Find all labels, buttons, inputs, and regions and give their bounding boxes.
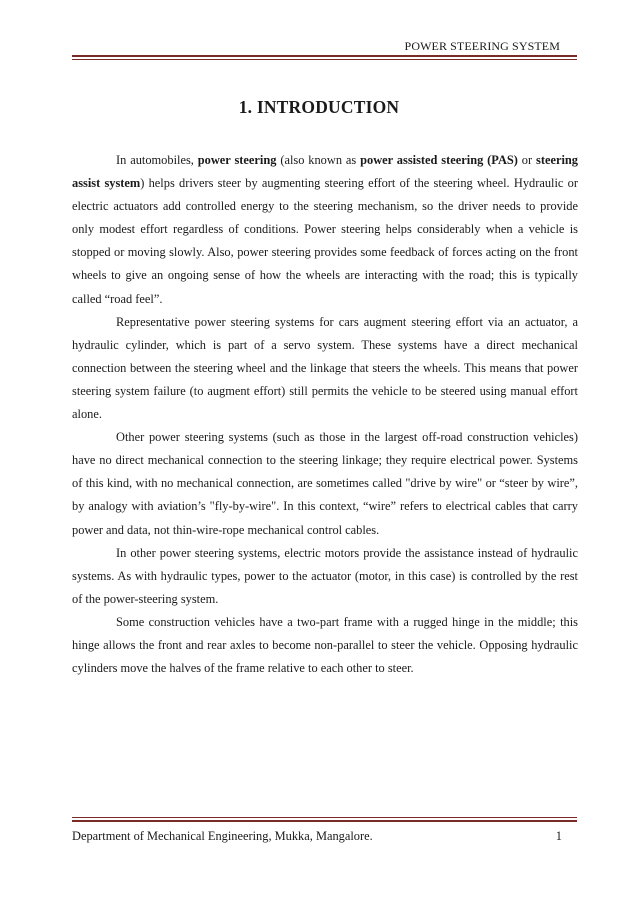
text-run: Some construction vehicles have a two-part frame with a rugged hinge in the middle; this hinge allows the front and rear axles to become non-parallel to steer the vehicle. Opposing hydraulic cylinders move the halves of the frame relative to each other to steer.	[72, 614, 578, 676]
footer-rule-thick	[72, 820, 577, 822]
text-run: Other power steering systems (such as those in the largest off-road construction vehicles) have no direct mechanical connection to the steering linkage; they require electrical power. Systems of this kind, with no mechanical connection, are sometimes called "drive by wire" or “steer by wire”, by analogy with aviation’s "fly-by-wire". In this context, “wire” refers to electrical cables that carry power and data, not thin-wire-rope mechanical control cables.	[72, 430, 578, 537]
paragraph	[72, 611, 578, 680]
paragraph	[72, 542, 578, 611]
chapter-title: 1. INTRODUCTION	[238, 97, 400, 117]
bold-term: power steering	[197, 153, 277, 167]
header-rule-thin	[72, 59, 577, 60]
header-rule-thick	[72, 55, 577, 57]
page-number: 1	[555, 829, 562, 843]
text-run: (also known as	[276, 153, 361, 167]
running-header: POWER STEERING SYSTEM	[404, 39, 560, 53]
text-run: or	[517, 153, 536, 167]
paragraph	[72, 149, 578, 311]
text-run: Representative power steering systems for cars augment steering effort via an actuator, a hydraulic cylinder, which is part of a servo system. These systems have a direct mechanical connection between the steering wheel and the linkage that steers the wheels. This means that power steering system failure (to augment effort) still permits the vehicle to be steered using manual effort alone.	[72, 314, 578, 422]
text-run: In automobiles,	[116, 153, 198, 167]
paragraph	[72, 311, 578, 426]
footer-rule-thin	[72, 817, 577, 818]
body-text	[72, 149, 578, 680]
paragraph	[72, 426, 578, 541]
bold-term: steering assist system	[72, 153, 578, 191]
bold-term: power assisted steering (PAS)	[360, 153, 518, 167]
text-run: ) helps drivers steer by augmenting steering effort of the steering wheel. Hydraulic or electric actuators add controlled energy to the steering mechanism, so the driver needs to provide only modest effort regardless of conditions. Power steering helps considerably when a vehicle is stopped or moving slowly. Also, power steering provides some feedback of forces acting on the front wheels to give an ongoing sense of how the wheels are interacting with the road; this is typically called “road feel”.	[72, 176, 578, 306]
text-run: In other power steering systems, electric motors provide the assistance instead of hydraulic systems. As with hydraulic types, power to the actuator (motor, in this case) is controlled by the rest of the power-steering system.	[72, 545, 578, 606]
footer-department: Department of Mechanical Engineering, Mukka, Mangalore.	[72, 829, 373, 843]
